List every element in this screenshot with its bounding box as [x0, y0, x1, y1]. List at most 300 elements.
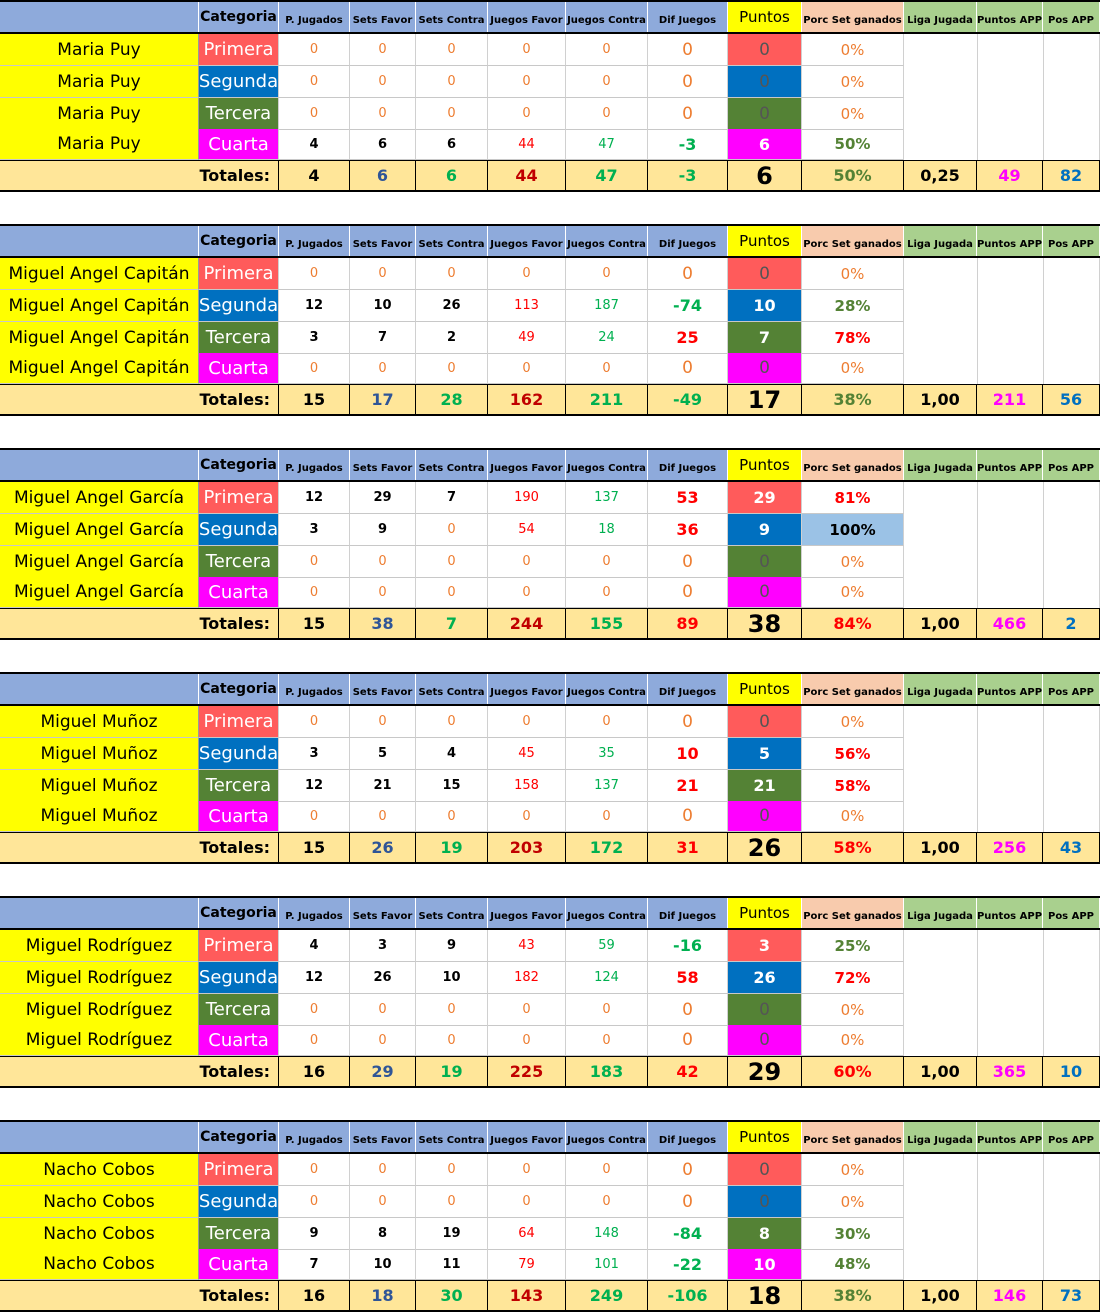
player-name: Maria Puy — [0, 66, 199, 98]
dif-juegos-cell: 36 — [648, 514, 728, 546]
dif-juegos-cell: 58 — [648, 962, 728, 994]
total-juegos-favor: 203 — [488, 833, 566, 862]
dif-juegos-cell: 0 — [648, 994, 728, 1026]
totals-row — [0, 160, 1100, 192]
porc-set-cell: 30% — [802, 1218, 904, 1250]
header-puntos: Puntos — [728, 2, 802, 32]
player-name: Miguel Rodríguez — [0, 962, 199, 994]
header-row — [0, 1120, 1100, 1154]
juegos-contra-cell: 0 — [566, 353, 648, 384]
total-juegos-favor: 143 — [488, 1281, 566, 1310]
header-sets-favor: Sets Favor — [350, 2, 416, 32]
juegos-favor-cell: 113 — [488, 290, 566, 322]
total-sets-favor: 17 — [350, 385, 416, 414]
porc-set-cell: 0% — [802, 1186, 904, 1218]
sets-favor-cell: 0 — [350, 66, 416, 98]
puntos-cell: 0 — [728, 994, 802, 1026]
header-categoria: Categoria — [199, 2, 279, 32]
totals-row — [0, 832, 1100, 864]
header-puntos: Puntos — [728, 1122, 802, 1152]
juegos-favor-cell: 0 — [488, 98, 566, 130]
porc-set-cell: 56% — [802, 738, 904, 770]
header-puntos: Puntos — [728, 226, 802, 256]
juegos-contra-cell: 18 — [566, 514, 648, 546]
sets-favor-cell: 8 — [350, 1218, 416, 1250]
total-liga-jugada: 1,00 — [904, 1281, 977, 1310]
total-juegos-favor: 225 — [488, 1057, 566, 1086]
dif-juegos-cell: 0 — [648, 1154, 728, 1186]
sets-contra-cell: 0 — [416, 801, 488, 832]
totales-label: Totales: — [0, 609, 279, 638]
total-sets-favor: 38 — [350, 609, 416, 638]
column-divider — [977, 34, 978, 160]
header-juegos-favor: Juegos Favor — [488, 450, 566, 480]
side-blank-area — [904, 706, 1100, 832]
juegos-contra-cell: 0 — [566, 577, 648, 608]
porc-set-cell: 0% — [802, 66, 904, 98]
header-sets-contra: Sets Contra — [416, 1122, 488, 1152]
puntos-cell: 21 — [728, 770, 802, 802]
header-juegos-contra: Juegos Contra — [566, 226, 648, 256]
total-sets-contra: 19 — [416, 1057, 488, 1086]
puntos-cell: 9 — [728, 514, 802, 546]
p-jugados-cell: 3 — [279, 322, 350, 354]
data-row — [0, 353, 904, 384]
juegos-contra-cell: 0 — [566, 1025, 648, 1056]
player-block — [0, 224, 1100, 418]
player-name: Miguel Muñoz — [0, 706, 199, 738]
total-pos-app: 2 — [1043, 609, 1100, 638]
categoria-cell: Segunda — [199, 514, 279, 546]
juegos-contra-cell: 0 — [566, 34, 648, 66]
header-porc-set-ganados: Porc Set ganados — [802, 674, 904, 704]
header-puntos: Puntos — [728, 898, 802, 928]
header-puntos-app: Puntos APP — [977, 674, 1043, 704]
dif-juegos-cell: 0 — [648, 258, 728, 290]
header-name-cell — [0, 226, 199, 256]
data-row — [0, 1154, 904, 1186]
dif-juegos-cell: 0 — [648, 706, 728, 738]
sets-favor-cell: 0 — [350, 546, 416, 578]
total-porc-set: 60% — [802, 1057, 904, 1086]
sets-contra-cell: 10 — [416, 962, 488, 994]
data-row — [0, 290, 904, 322]
column-divider — [1043, 34, 1044, 160]
header-porc-set-ganados: Porc Set ganados — [802, 226, 904, 256]
juegos-favor-cell: 190 — [488, 482, 566, 514]
p-jugados-cell: 0 — [279, 98, 350, 130]
juegos-contra-cell: 148 — [566, 1218, 648, 1250]
header-liga-jugada: Liga Jugada — [904, 226, 977, 256]
categoria-cell: Cuarta — [199, 577, 279, 608]
sets-contra-cell: 2 — [416, 322, 488, 354]
sets-favor-cell: 29 — [350, 482, 416, 514]
categoria-cell: Cuarta — [199, 801, 279, 832]
total-liga-jugada: 0,25 — [904, 161, 977, 190]
total-porc-set: 84% — [802, 609, 904, 638]
column-divider — [977, 930, 978, 1056]
header-p-jugados: P. Jugados — [279, 674, 350, 704]
categoria-cell: Segunda — [199, 66, 279, 98]
player-name: Miguel Rodríguez — [0, 930, 199, 962]
player-name: Miguel Muñoz — [0, 801, 199, 832]
p-jugados-cell: 0 — [279, 1025, 350, 1056]
juegos-favor-cell: 49 — [488, 322, 566, 354]
header-pos-app: Pos APP — [1043, 674, 1100, 704]
porc-set-cell: 48% — [802, 1249, 904, 1280]
sets-contra-cell: 0 — [416, 546, 488, 578]
juegos-favor-cell: 0 — [488, 1025, 566, 1056]
juegos-favor-cell: 64 — [488, 1218, 566, 1250]
puntos-cell: 0 — [728, 1154, 802, 1186]
header-puntos-app: Puntos APP — [977, 898, 1043, 928]
total-porc-set: 50% — [802, 161, 904, 190]
header-dif-juegos: Dif Juegos — [648, 1122, 728, 1152]
total-juegos-contra: 155 — [566, 609, 648, 638]
total-pos-app: 82 — [1043, 161, 1100, 190]
total-liga-jugada: 1,00 — [904, 609, 977, 638]
total-sets-favor: 18 — [350, 1281, 416, 1310]
categoria-cell: Primera — [199, 706, 279, 738]
p-jugados-cell: 0 — [279, 258, 350, 290]
juegos-contra-cell: 0 — [566, 801, 648, 832]
header-dif-juegos: Dif Juegos — [648, 898, 728, 928]
total-porc-set: 38% — [802, 1281, 904, 1310]
puntos-cell: 0 — [728, 34, 802, 66]
juegos-contra-cell: 47 — [566, 129, 648, 160]
sets-contra-cell: 11 — [416, 1249, 488, 1280]
player-name: Miguel Muñoz — [0, 770, 199, 802]
header-row — [0, 896, 1100, 930]
header-dif-juegos: Dif Juegos — [648, 674, 728, 704]
sets-favor-cell: 0 — [350, 98, 416, 130]
porc-set-cell: 0% — [802, 1025, 904, 1056]
total-pos-app: 10 — [1043, 1057, 1100, 1086]
sets-favor-cell: 0 — [350, 1186, 416, 1218]
header-name-cell — [0, 450, 199, 480]
porc-set-cell: 0% — [802, 577, 904, 608]
player-block — [0, 0, 1100, 194]
juegos-contra-cell: 0 — [566, 706, 648, 738]
sets-contra-cell: 0 — [416, 353, 488, 384]
dif-juegos-cell: -22 — [648, 1249, 728, 1280]
data-row — [0, 1025, 904, 1056]
juegos-favor-cell: 43 — [488, 930, 566, 962]
porc-set-cell: 81% — [802, 482, 904, 514]
sets-contra-cell: 0 — [416, 98, 488, 130]
juegos-favor-cell: 0 — [488, 706, 566, 738]
total-p-jugados: 16 — [279, 1057, 350, 1086]
juegos-favor-cell: 44 — [488, 129, 566, 160]
player-name: Miguel Rodríguez — [0, 1025, 199, 1056]
p-jugados-cell: 12 — [279, 962, 350, 994]
juegos-favor-cell: 0 — [488, 66, 566, 98]
header-p-jugados: P. Jugados — [279, 450, 350, 480]
categoria-cell: Tercera — [199, 994, 279, 1026]
juegos-contra-cell: 0 — [566, 994, 648, 1026]
puntos-cell: 6 — [728, 129, 802, 160]
data-row — [0, 482, 904, 514]
total-dif-juegos: 31 — [648, 833, 728, 862]
juegos-contra-cell: 0 — [566, 546, 648, 578]
p-jugados-cell: 3 — [279, 738, 350, 770]
sets-contra-cell: 0 — [416, 1154, 488, 1186]
header-juegos-favor: Juegos Favor — [488, 2, 566, 32]
juegos-contra-cell: 137 — [566, 482, 648, 514]
sets-contra-cell: 15 — [416, 770, 488, 802]
total-juegos-contra: 183 — [566, 1057, 648, 1086]
sets-contra-cell: 0 — [416, 258, 488, 290]
juegos-favor-cell: 0 — [488, 1154, 566, 1186]
juegos-favor-cell: 45 — [488, 738, 566, 770]
header-liga-jugada: Liga Jugada — [904, 898, 977, 928]
categoria-cell: Tercera — [199, 98, 279, 130]
total-p-jugados: 15 — [279, 385, 350, 414]
categoria-cell: Cuarta — [199, 353, 279, 384]
juegos-contra-cell: 59 — [566, 930, 648, 962]
puntos-cell: 0 — [728, 353, 802, 384]
player-name: Maria Puy — [0, 129, 199, 160]
data-row — [0, 1249, 904, 1280]
total-juegos-favor: 162 — [488, 385, 566, 414]
totals-row — [0, 608, 1100, 640]
player-block — [0, 448, 1100, 642]
dif-juegos-cell: -74 — [648, 290, 728, 322]
porc-set-cell: 0% — [802, 258, 904, 290]
puntos-cell: 7 — [728, 322, 802, 354]
sets-contra-cell: 19 — [416, 1218, 488, 1250]
total-sets-contra: 28 — [416, 385, 488, 414]
puntos-cell: 26 — [728, 962, 802, 994]
header-pos-app: Pos APP — [1043, 1122, 1100, 1152]
dif-juegos-cell: 25 — [648, 322, 728, 354]
total-dif-juegos: -3 — [648, 161, 728, 190]
player-block — [0, 896, 1100, 1090]
data-row — [0, 514, 904, 546]
juegos-contra-cell: 187 — [566, 290, 648, 322]
total-puntos: 6 — [728, 161, 802, 190]
total-pos-app: 43 — [1043, 833, 1100, 862]
data-row — [0, 322, 904, 354]
totals-row — [0, 1280, 1100, 1312]
player-name: Miguel Muñoz — [0, 738, 199, 770]
porc-set-cell: 0% — [802, 1154, 904, 1186]
header-name-cell — [0, 674, 199, 704]
p-jugados-cell: 0 — [279, 1186, 350, 1218]
dif-juegos-cell: 53 — [648, 482, 728, 514]
header-juegos-contra: Juegos Contra — [566, 2, 648, 32]
juegos-favor-cell: 0 — [488, 34, 566, 66]
header-juegos-favor: Juegos Favor — [488, 1122, 566, 1152]
puntos-cell: 0 — [728, 1186, 802, 1218]
porc-set-cell: 58% — [802, 770, 904, 802]
data-row — [0, 994, 904, 1026]
porc-set-cell: 0% — [802, 98, 904, 130]
header-juegos-contra: Juegos Contra — [566, 898, 648, 928]
total-puntos: 29 — [728, 1057, 802, 1086]
categoria-cell: Cuarta — [199, 1025, 279, 1056]
p-jugados-cell: 0 — [279, 353, 350, 384]
sets-contra-cell: 0 — [416, 577, 488, 608]
data-row — [0, 801, 904, 832]
header-row — [0, 448, 1100, 482]
juegos-favor-cell: 0 — [488, 577, 566, 608]
header-dif-juegos: Dif Juegos — [648, 2, 728, 32]
header-puntos: Puntos — [728, 674, 802, 704]
total-puntos-app: 365 — [977, 1057, 1043, 1086]
total-dif-juegos: 89 — [648, 609, 728, 638]
header-liga-jugada: Liga Jugada — [904, 1122, 977, 1152]
sets-favor-cell: 3 — [350, 930, 416, 962]
p-jugados-cell: 9 — [279, 1218, 350, 1250]
categoria-cell: Tercera — [199, 322, 279, 354]
sets-contra-cell: 0 — [416, 1186, 488, 1218]
total-juegos-favor: 44 — [488, 161, 566, 190]
header-pos-app: Pos APP — [1043, 2, 1100, 32]
total-puntos: 38 — [728, 609, 802, 638]
total-liga-jugada: 1,00 — [904, 833, 977, 862]
p-jugados-cell: 0 — [279, 577, 350, 608]
header-name-cell — [0, 2, 199, 32]
player-name: Nacho Cobos — [0, 1154, 199, 1186]
totales-label: Totales: — [0, 385, 279, 414]
total-sets-contra: 19 — [416, 833, 488, 862]
header-liga-jugada: Liga Jugada — [904, 674, 977, 704]
player-name: Nacho Cobos — [0, 1249, 199, 1280]
total-liga-jugada: 1,00 — [904, 1057, 977, 1086]
porc-set-cell: 50% — [802, 129, 904, 160]
juegos-favor-cell: 0 — [488, 546, 566, 578]
puntos-cell: 0 — [728, 66, 802, 98]
porc-set-cell: 72% — [802, 962, 904, 994]
side-blank-area — [904, 258, 1100, 384]
p-jugados-cell: 0 — [279, 801, 350, 832]
sets-contra-cell: 0 — [416, 994, 488, 1026]
data-row — [0, 1186, 904, 1218]
porc-set-cell: 0% — [802, 34, 904, 66]
p-jugados-cell: 0 — [279, 546, 350, 578]
header-puntos-app: Puntos APP — [977, 2, 1043, 32]
juegos-contra-cell: 0 — [566, 1154, 648, 1186]
header-sets-contra: Sets Contra — [416, 450, 488, 480]
categoria-cell: Segunda — [199, 290, 279, 322]
sets-contra-cell: 0 — [416, 66, 488, 98]
total-p-jugados: 15 — [279, 609, 350, 638]
sets-contra-cell: 7 — [416, 482, 488, 514]
sets-contra-cell: 0 — [416, 34, 488, 66]
header-sets-favor: Sets Favor — [350, 898, 416, 928]
total-dif-juegos: 42 — [648, 1057, 728, 1086]
total-juegos-contra: 249 — [566, 1281, 648, 1310]
juegos-contra-cell: 137 — [566, 770, 648, 802]
column-divider — [977, 1154, 978, 1280]
sets-favor-cell: 5 — [350, 738, 416, 770]
juegos-favor-cell: 0 — [488, 353, 566, 384]
juegos-favor-cell: 182 — [488, 962, 566, 994]
total-juegos-contra: 211 — [566, 385, 648, 414]
header-puntos-app: Puntos APP — [977, 226, 1043, 256]
puntos-cell: 0 — [728, 801, 802, 832]
side-blank-area — [904, 930, 1100, 1056]
sets-contra-cell: 0 — [416, 514, 488, 546]
sets-favor-cell: 7 — [350, 322, 416, 354]
header-sets-contra: Sets Contra — [416, 2, 488, 32]
sets-contra-cell: 4 — [416, 738, 488, 770]
total-sets-contra: 30 — [416, 1281, 488, 1310]
header-sets-favor: Sets Favor — [350, 1122, 416, 1152]
juegos-favor-cell: 79 — [488, 1249, 566, 1280]
dif-juegos-cell: 0 — [648, 577, 728, 608]
sets-favor-cell: 0 — [350, 1154, 416, 1186]
sets-favor-cell: 0 — [350, 706, 416, 738]
player-name: Miguel Angel Capitán — [0, 353, 199, 384]
header-pos-app: Pos APP — [1043, 450, 1100, 480]
data-row — [0, 930, 904, 962]
column-divider — [977, 706, 978, 832]
header-porc-set-ganados: Porc Set ganados — [802, 2, 904, 32]
player-name: Nacho Cobos — [0, 1186, 199, 1218]
sets-contra-cell: 9 — [416, 930, 488, 962]
header-p-jugados: P. Jugados — [279, 226, 350, 256]
puntos-cell: 10 — [728, 1249, 802, 1280]
sets-favor-cell: 0 — [350, 994, 416, 1026]
total-juegos-contra: 47 — [566, 161, 648, 190]
header-sets-contra: Sets Contra — [416, 674, 488, 704]
data-row — [0, 129, 904, 160]
player-name: Miguel Angel García — [0, 546, 199, 578]
header-p-jugados: P. Jugados — [279, 1122, 350, 1152]
header-categoria: Categoria — [199, 1122, 279, 1152]
header-sets-contra: Sets Contra — [416, 226, 488, 256]
side-blank-area — [904, 1154, 1100, 1280]
header-puntos: Puntos — [728, 450, 802, 480]
juegos-contra-cell: 35 — [566, 738, 648, 770]
player-name: Maria Puy — [0, 98, 199, 130]
dif-juegos-cell: 10 — [648, 738, 728, 770]
total-sets-contra: 7 — [416, 609, 488, 638]
totales-label: Totales: — [0, 1281, 279, 1310]
data-row — [0, 98, 904, 130]
puntos-cell: 10 — [728, 290, 802, 322]
totales-label: Totales: — [0, 161, 279, 190]
total-sets-favor: 29 — [350, 1057, 416, 1086]
total-puntos-app: 146 — [977, 1281, 1043, 1310]
player-name: Miguel Angel García — [0, 577, 199, 608]
header-sets-contra: Sets Contra — [416, 898, 488, 928]
player-name: Miguel Rodríguez — [0, 994, 199, 1026]
juegos-contra-cell: 0 — [566, 258, 648, 290]
dif-juegos-cell: -84 — [648, 1218, 728, 1250]
sets-favor-cell: 26 — [350, 962, 416, 994]
header-pos-app: Pos APP — [1043, 226, 1100, 256]
categoria-cell: Cuarta — [199, 1249, 279, 1280]
player-name: Miguel Angel Capitán — [0, 322, 199, 354]
sets-favor-cell: 0 — [350, 801, 416, 832]
total-juegos-favor: 244 — [488, 609, 566, 638]
porc-set-cell: 0% — [802, 706, 904, 738]
sets-favor-cell: 6 — [350, 129, 416, 160]
total-p-jugados: 4 — [279, 161, 350, 190]
puntos-cell: 0 — [728, 258, 802, 290]
header-categoria: Categoria — [199, 226, 279, 256]
puntos-cell: 0 — [728, 546, 802, 578]
player-block — [0, 672, 1100, 866]
p-jugados-cell: 12 — [279, 770, 350, 802]
header-sets-favor: Sets Favor — [350, 226, 416, 256]
categoria-cell: Primera — [199, 930, 279, 962]
sets-favor-cell: 21 — [350, 770, 416, 802]
total-porc-set: 38% — [802, 385, 904, 414]
